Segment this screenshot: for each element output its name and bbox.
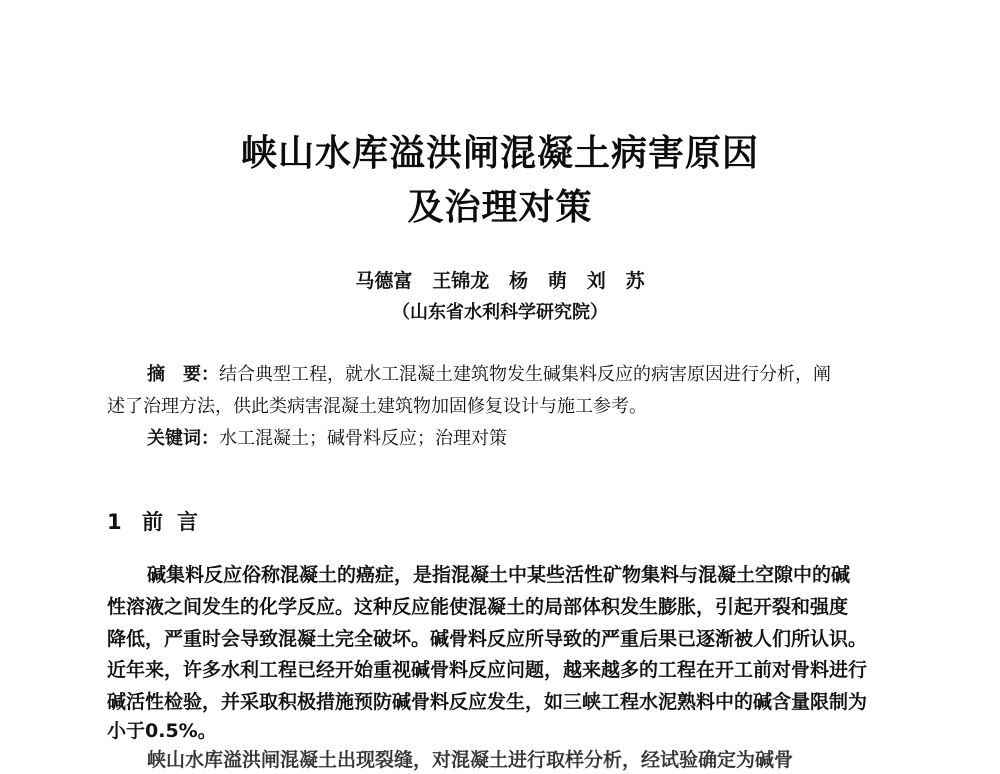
keywords-label: 关键词： (147, 428, 219, 449)
abstract-line-1 (107, 362, 907, 388)
author-affiliation: （山东省水利科学研究院） (392, 302, 608, 323)
body-text-line: 降低，严重时会导致混凝土完全破坏。碱骨料反应所导致的严重后果已逐渐被人们所认识。 (107, 628, 868, 650)
abstract-text-1: 结合典型工程，就水工混凝土建筑物发生碱集料反应的病害原因进行分析，阐 (219, 364, 831, 385)
keywords-text: 水工混凝土；碱骨料反应；治理对策 (219, 428, 507, 449)
abstract-line-2: 述了治理方法，供此类病害混凝土建筑物加固修复设计与施工参考。 (107, 396, 647, 417)
body-text-line: 性溶液之间发生的化学反应。这种反应能使混凝土的局部体积发生膨胀，引起开裂和强度 (107, 596, 849, 618)
abstract-label: 摘 要： (147, 364, 219, 385)
body-text-line: 近年来，许多水利工程已经开始重视碱骨料反应问题，越来越多的工程在开工前对骨料进行 (107, 659, 868, 681)
paper-title-line-1: 峡山水库溢洪闸混凝土病害原因 (240, 133, 759, 174)
author-list: 马德富 王锦龙 杨 萌 刘 苏 (355, 270, 645, 292)
section-title: 前言 (142, 510, 212, 534)
body-text-line: 峡山水库溢洪闸混凝土出现裂缝，对混凝土进行取样分析，经试验确定为碱骨 (147, 749, 794, 771)
section-number: 1 (107, 510, 122, 534)
body-text-line: 小于0.5%。 (107, 720, 217, 742)
body-text-line: 碱集料反应俗称混凝土的癌症，是指混凝土中某些活性矿物集料与混凝土空隙中的碱 (147, 564, 851, 586)
paper-title-line-2: 及治理对策 (407, 187, 593, 228)
body-text-line: 碱活性检验，并采取积极措施预防碱骨料反应发生，如三峡工程水泥熟料中的碱含量限制为 (107, 691, 868, 713)
keywords-line (147, 426, 507, 452)
